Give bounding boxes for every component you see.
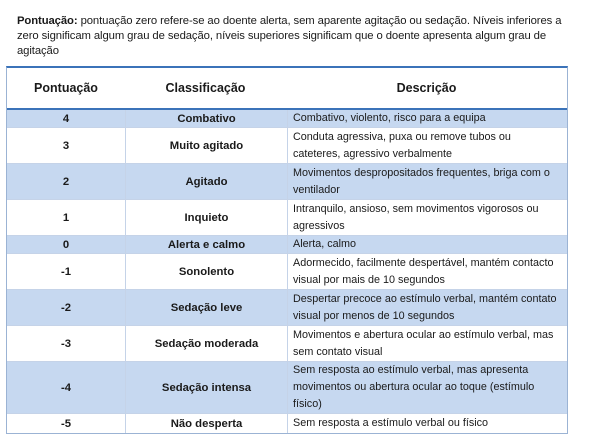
row-description: Alerta, calmo xyxy=(293,238,357,250)
row-description: Movimentos despropositados frequentes, briga com o ventilador xyxy=(293,166,550,196)
row-classification: Alerta e calmo xyxy=(126,236,288,253)
row-score: 0 xyxy=(7,236,126,253)
header-score: Pontuação xyxy=(34,81,98,95)
row-description: Despertar precoce ao estímulo verbal, mantém contato visual por menos de 10 segundos xyxy=(293,292,557,322)
table-row xyxy=(7,110,567,128)
row-classification: Sedação leve xyxy=(126,290,288,325)
intro-text: pontuação zero refere-se ao doente alerta, sem aparente agitação ou sedação. Níveis inferiores a zero significam algum grau de sedação, níveis superiores significam que o doente apresenta algum grau de agitação xyxy=(17,15,562,57)
row-description: Sem resposta a estímulo verbal ou físico xyxy=(293,417,489,429)
table-row xyxy=(7,326,567,362)
row-score: 1 xyxy=(7,200,126,235)
table-row xyxy=(7,236,567,254)
row-classification: Sonolento xyxy=(126,254,288,289)
row-score: 2 xyxy=(7,164,126,199)
intro-note xyxy=(17,14,583,59)
row-classification: Combativo xyxy=(126,110,288,127)
row-score: -3 xyxy=(7,326,126,361)
row-classification: Inquieto xyxy=(126,200,288,235)
table-row xyxy=(7,290,567,326)
intro-label: Pontuação: xyxy=(17,15,78,27)
row-description: Intranquilo, ansioso, sem movimentos vigorosos ou agressivos xyxy=(293,202,539,232)
row-score: 3 xyxy=(7,128,126,163)
row-score: -4 xyxy=(7,362,126,413)
table-row xyxy=(7,414,567,433)
row-description: Adormecido, facilmente despertável, mantém contacto visual por mais de 10 segundos xyxy=(293,256,554,286)
header-description: Descrição xyxy=(396,81,457,95)
row-classification: Não desperta xyxy=(126,414,288,433)
table-row xyxy=(7,200,567,236)
table-row xyxy=(7,362,567,414)
header-classification: Classificação xyxy=(165,81,246,95)
row-description: Sem resposta ao estímulo verbal, mas apresenta movimentos ou abertura ocular ao toque (estímulo físico) xyxy=(293,364,535,410)
sedation-scale-table xyxy=(6,66,568,434)
table-header xyxy=(7,68,567,110)
row-classification: Sedação moderada xyxy=(126,326,288,361)
row-classification: Agitado xyxy=(126,164,288,199)
row-score: -5 xyxy=(7,414,126,433)
table-row xyxy=(7,164,567,200)
row-classification: Muito agitado xyxy=(126,128,288,163)
row-score: -1 xyxy=(7,254,126,289)
row-description: Combativo, violento, risco para a equipa xyxy=(293,112,486,124)
row-description: Movimentos e abertura ocular ao estímulo verbal, mas sem contato visual xyxy=(293,328,554,358)
table-row xyxy=(7,254,567,290)
row-classification: Sedação intensa xyxy=(126,362,288,413)
table-row xyxy=(7,128,567,164)
row-score: 4 xyxy=(7,110,126,127)
row-description: Conduta agressiva, puxa ou remove tubos ou cateteres, agressivo verbalmente xyxy=(293,130,511,160)
row-score: -2 xyxy=(7,290,126,325)
